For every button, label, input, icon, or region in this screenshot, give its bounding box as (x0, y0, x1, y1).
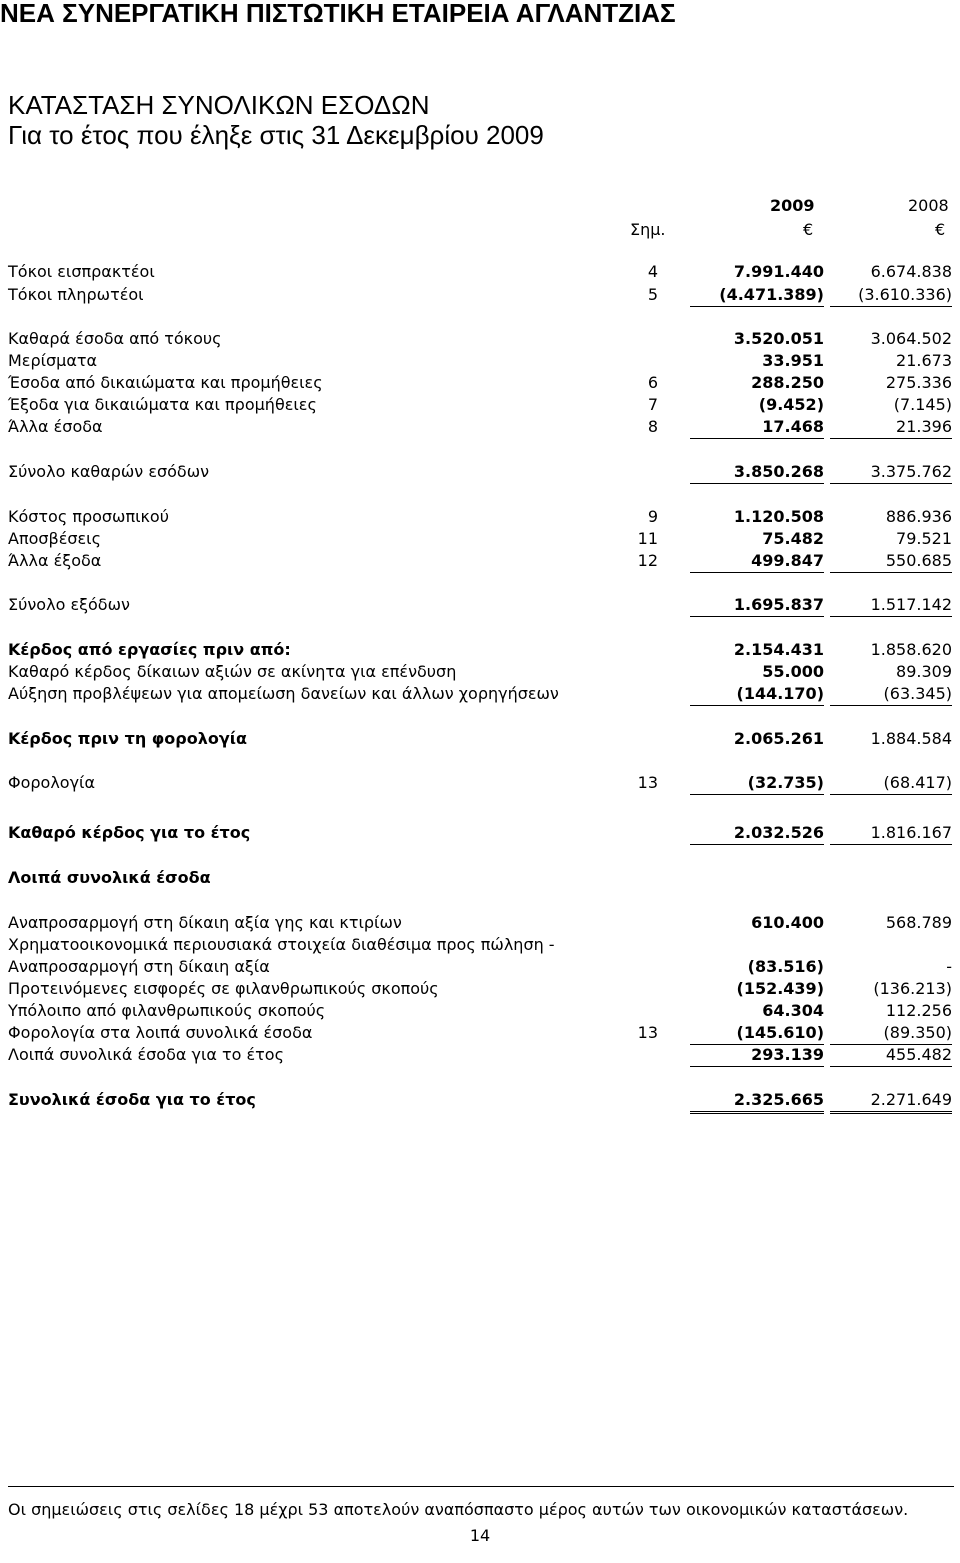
table-row (0, 550, 960, 572)
row-value-2009: (83.516) (747, 957, 824, 976)
table-row (0, 912, 960, 934)
row-value-2008: 3.375.762 (830, 461, 952, 484)
row-note: 13 (637, 773, 658, 792)
row-note: 8 (647, 417, 658, 436)
table-row (0, 528, 960, 550)
row-value-2008: 1.816.167 (830, 822, 952, 845)
row-label: Λοιπά συνολικά έσοδα (8, 868, 211, 887)
row-label: Έξοδα για δικαιώματα και προμήθειες (8, 395, 317, 414)
row-label: Κέρδος από εργασίες πριν από: (8, 640, 291, 659)
footer-divider (8, 1486, 954, 1487)
table-row (0, 822, 960, 844)
row-label: Αποσβέσεις (8, 529, 101, 548)
row-value-2008: 886.936 (885, 507, 952, 526)
row-value-2009: (145.610) (690, 1022, 824, 1045)
row-value-2008: 1.884.584 (870, 729, 952, 748)
table-row (0, 728, 960, 750)
year-prior-header: 2008 (908, 196, 949, 215)
row-value-2008: 112.256 (885, 1001, 952, 1020)
row-value-2008: 21.396 (830, 416, 952, 439)
row-value-2008: 79.521 (896, 529, 952, 548)
row-label: Έσοδα από δικαιώματα και προμήθειες (8, 373, 323, 392)
company-name: ΝΕΑ ΣΥΝΕΡΓΑΤΙΚΗ ΠΙΣΤΩΤΙΚΗ ΕΤΑΙΡΕΙΑ ΑΓΛΑΝΤΖΙΑΣ (0, 0, 676, 28)
row-value-2009: 1.695.837 (690, 594, 824, 617)
row-note: 5 (647, 285, 658, 304)
row-note: 13 (637, 1023, 658, 1042)
row-value-2009: 499.847 (690, 550, 824, 573)
row-value-2008: 1.517.142 (830, 594, 952, 617)
table-row (0, 1044, 960, 1066)
row-value-2008: 455.482 (830, 1044, 952, 1067)
row-value-2009: 33.951 (762, 351, 824, 370)
row-value-2009: 2.065.261 (733, 729, 824, 748)
row-value-2008: - (946, 957, 952, 976)
row-label: Χρηματοοικονομικά περιουσιακά στοιχεία διαθέσιμα προς πώληση - (8, 935, 555, 954)
row-label: Σύνολο καθαρών εσόδων (8, 462, 210, 481)
row-value-2008: (3.610.336) (830, 284, 952, 307)
table-row (0, 772, 960, 794)
row-label: Κόστος προσωπικού (8, 507, 169, 526)
row-value-2009: 610.400 (751, 913, 824, 932)
row-value-2008: (89.350) (830, 1022, 952, 1045)
row-value-2009: 288.250 (751, 373, 824, 392)
row-value-2009: 3.850.268 (690, 461, 824, 484)
table-row (0, 594, 960, 616)
table-row (0, 461, 960, 483)
row-label: Λοιπά συνολικά έσοδα για το έτος (8, 1045, 284, 1064)
currency-current-header: € (803, 220, 814, 239)
row-label: Άλλα έσοδα (8, 417, 103, 436)
row-value-2008: (63.345) (830, 683, 952, 706)
table-row (0, 978, 960, 1000)
row-label: Αύξηση προβλέψεων για απομείωση δανείων και άλλων χορηγήσεων (8, 684, 559, 703)
table-row (0, 416, 960, 438)
table-row (0, 956, 960, 978)
table-row (0, 372, 960, 394)
row-note: 9 (647, 507, 658, 526)
row-value-2008: 21.673 (896, 351, 952, 370)
row-value-2009: (144.170) (690, 683, 824, 706)
row-value-2009: 1.120.508 (733, 507, 824, 526)
row-label: Φορολογία στα λοιπά συνολικά έσοδα (8, 1023, 313, 1042)
row-value-2009: 64.304 (762, 1001, 824, 1020)
row-value-2009: (9.452) (758, 395, 824, 414)
table-row (0, 506, 960, 528)
row-label: Προτεινόμενες εισφορές σε φιλανθρωπικούς σκοπούς (8, 979, 439, 998)
row-note: 7 (647, 395, 658, 414)
row-value-2009: 2.032.526 (690, 822, 824, 845)
row-label: Φορολογία (8, 773, 96, 792)
row-note: 11 (637, 529, 658, 548)
row-value-2009: (32.735) (690, 772, 824, 795)
table-row (0, 394, 960, 416)
table-row (0, 1022, 960, 1044)
row-value-2008: 2.271.649 (830, 1089, 952, 1114)
row-value-2008: (136.213) (873, 979, 952, 998)
row-value-2009: 2.154.431 (733, 640, 824, 659)
table-row (0, 683, 960, 705)
row-note: 6 (647, 373, 658, 392)
row-value-2009: 55.000 (762, 662, 824, 681)
row-label: Συνολικά έσοδα για το έτος (8, 1090, 256, 1109)
row-value-2008: 3.064.502 (870, 329, 952, 348)
row-note: 12 (637, 551, 658, 570)
row-label: Καθαρό κέρδος δίκαιων αξιών σε ακίνητα για επένδυση (8, 662, 457, 681)
table-row (0, 639, 960, 661)
table-row (0, 350, 960, 372)
row-value-2008: 6.674.838 (870, 262, 952, 281)
row-value-2009: 17.468 (690, 416, 824, 439)
table-row (0, 934, 960, 956)
footer-note: Οι σημειώσεις στις σελίδες 18 μέχρι 53 αποτελούν αναπόσπαστο μέρος αυτών των οικονομικών καταστάσεων. (8, 1500, 909, 1519)
row-label: Καθαρά έσοδα από τόκους (8, 329, 222, 348)
row-label: Αναπροσαρμογή στη δίκαιη αξία (8, 957, 270, 976)
row-value-2009: 7.991.440 (733, 262, 824, 281)
row-label: Μερίσματα (8, 351, 98, 370)
row-value-2008: (7.145) (893, 395, 952, 414)
row-value-2009: 293.139 (690, 1044, 824, 1067)
row-label: Υπόλοιπο από φιλανθρωπικούς σκοπούς (8, 1001, 326, 1020)
row-value-2008: (68.417) (830, 772, 952, 795)
row-value-2008: 550.685 (830, 550, 952, 573)
row-value-2009: 2.325.665 (690, 1089, 824, 1114)
table-row (0, 284, 960, 306)
row-value-2009: 3.520.051 (733, 329, 824, 348)
row-value-2008: 1.858.620 (870, 640, 952, 659)
table-row (0, 661, 960, 683)
table-row (0, 261, 960, 283)
table-row (0, 1000, 960, 1022)
row-value-2008: 89.309 (896, 662, 952, 681)
statement-title: ΚΑΤΑΣΤΑΣΗ ΣΥΝΟΛΙΚΩΝ ΕΣΟΔΩΝ (8, 90, 430, 120)
row-label: Άλλα έξοδα (8, 551, 102, 570)
page-number: 14 (469, 1526, 491, 1545)
currency-prior-header: € (935, 220, 946, 239)
row-label: Σύνολο εξόδων (8, 595, 130, 614)
row-label: Αναπροσαρμογή στη δίκαιη αξία γης και κτιρίων (8, 913, 402, 932)
row-value-2009: (4.471.389) (690, 284, 824, 307)
row-label: Τόκοι εισπρακτέοι (8, 262, 155, 281)
note-column-header: Σημ. (630, 220, 666, 239)
row-value-2008: 568.789 (885, 913, 952, 932)
row-note: 4 (647, 262, 658, 281)
statement-subtitle: Για το έτος που έληξε στις 31 Δεκεμβρίου 2009 (8, 120, 544, 150)
row-label: Καθαρό κέρδος για το έτος (8, 823, 251, 842)
table-row (0, 328, 960, 350)
row-value-2009: (152.439) (736, 979, 824, 998)
table-row (0, 1089, 960, 1111)
section-heading (0, 867, 960, 889)
row-value-2009: 75.482 (762, 529, 824, 548)
year-current-header: 2009 (770, 196, 815, 215)
row-value-2008: 275.336 (885, 373, 952, 392)
row-label: Τόκοι πληρωτέοι (8, 285, 144, 304)
row-label: Κέρδος πριν τη φορολογία (8, 729, 247, 748)
